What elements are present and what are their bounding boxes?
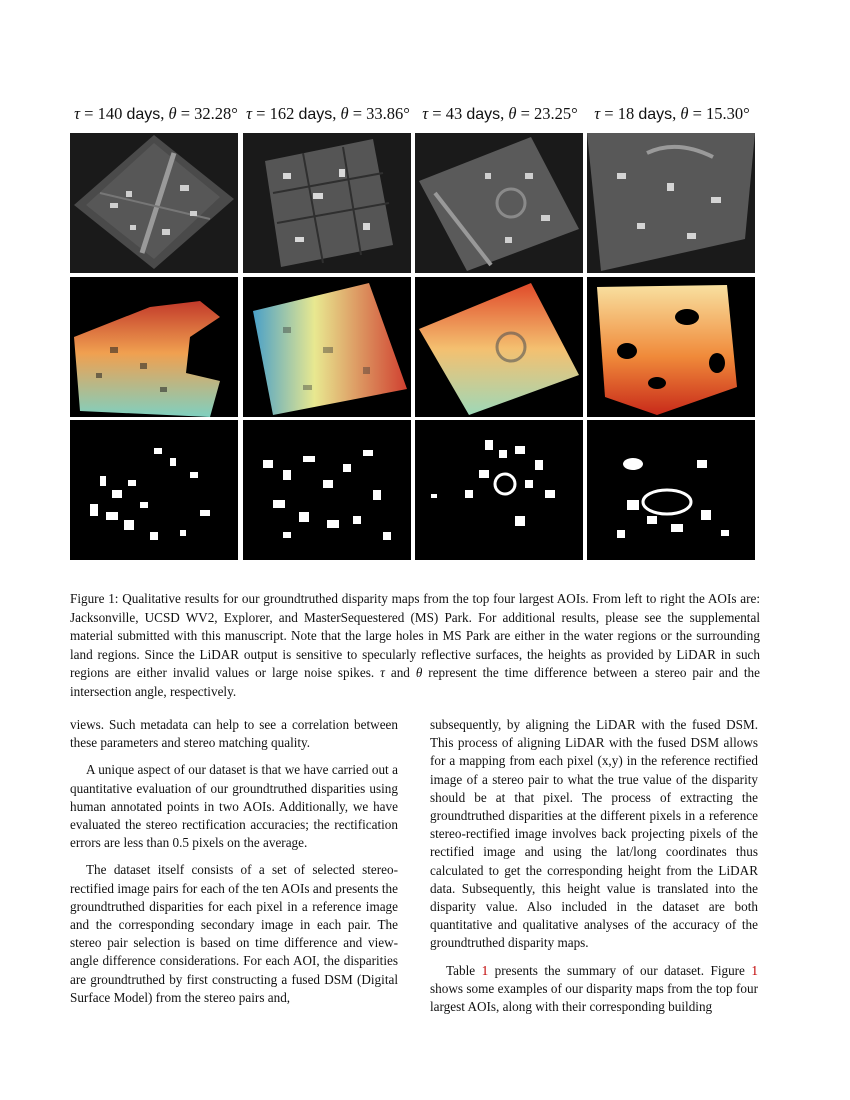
theta-symbol: θ	[680, 104, 689, 123]
tau-value: 18	[617, 104, 635, 123]
caption-tau: τ	[380, 665, 385, 681]
tau-unit: days	[466, 106, 501, 123]
tau-value: 162	[269, 104, 295, 123]
right-paragraph-2-part-b: presents the summary of our dataset. Figure	[488, 962, 752, 978]
column-header-4: τ = 18 days, θ = 15.30°	[594, 104, 750, 123]
theta-value: 15.30°	[706, 104, 750, 123]
theta-value: 33.86°	[366, 104, 410, 123]
figure-ref-link[interactable]: 1	[751, 962, 758, 978]
theta-symbol: θ	[168, 104, 177, 123]
building-mask-ms-park	[587, 420, 755, 560]
right-paragraph-2	[430, 962, 758, 1017]
body-right-column	[430, 716, 758, 1025]
disparity-map-explorer	[415, 277, 583, 417]
body-left-column	[70, 716, 398, 1016]
table-ref-link[interactable]: 1	[481, 962, 489, 978]
caption-text-after: represent the time difference between a stereo pair and the intersection angle, respectively.	[70, 665, 760, 699]
caption-label: Figure 1:	[70, 591, 119, 606]
figure-caption	[70, 590, 760, 702]
right-paragraph-1: subsequently, by aligning the LiDAR with the fused DSM. This process of aligning LiDAR with the fused DSM allows for a mapping from each pixel (x,y) in the reference rectified image of a stereo pair to what the true value of the disparity should be at that pixel. The process of extracting the groundtruthed disparities at the different pixels in a reference stereo-rectified image involves back projecting pixels of the rectified image and using the lat/long coordinates thus calculated to get the corresponding height from the LiDAR data. Subsequently, this height value is translated into the disparity value. Also included in the dataset are both quantitative and qualitative analyses of the accuracy of the groundtruthed disparity maps.	[430, 717, 758, 951]
column-header-2: τ = 162 days, θ = 33.86°	[246, 104, 410, 123]
left-paragraph-1: views. Such metadata can help to see a correlation between these parameters and stereo matching quality.	[70, 717, 398, 751]
column-header-3: τ = 43 days, θ = 23.25°	[422, 104, 578, 123]
tau-unit: days	[298, 106, 333, 123]
theta-symbol: θ	[508, 104, 517, 123]
right-paragraph-2-part-c: shows some examples of our disparity maps from the top four largest AOIs, along with their corresponding building	[430, 980, 758, 1015]
disparity-map-ms-park	[587, 277, 755, 417]
tau-symbol: τ	[74, 104, 80, 123]
building-mask-ucsd-wv2	[243, 420, 411, 560]
right-paragraph-2-part-a: Table	[446, 962, 482, 978]
caption-text-mid: and	[384, 665, 416, 681]
tau-unit: days	[126, 106, 161, 123]
tau-symbol: τ	[422, 104, 429, 123]
tau-value: 140	[97, 104, 123, 123]
disparity-map-jacksonville	[70, 277, 238, 417]
left-paragraph-3: The dataset itself consists of a set of selected stereo-rectified image pairs for each of the ten AOIs and presents the groundtruthed disparities for each pixel in a reference image and the corresponding secondary image in each pair. The stereo pair selection is based on time difference and view-angle difference considerations. For each AOI, the disparities are groundtruthed by first constructing a fused DSM (Digital Surface Model) from the stereo pairs and,	[70, 862, 398, 1005]
caption-theta: θ	[415, 665, 423, 681]
building-mask-jacksonville	[70, 420, 238, 560]
satellite-image-ms-park	[587, 133, 755, 273]
column-header-1: τ = 140 days, θ = 32.28°	[74, 104, 238, 123]
theta-value: 23.25°	[534, 104, 578, 123]
theta-value: 32.28°	[194, 104, 238, 123]
satellite-image-jacksonville	[70, 133, 238, 273]
tau-unit: days	[638, 106, 673, 123]
figure-column-headers	[70, 104, 760, 134]
caption-text-before: Qualitative results for our groundtruthed disparity maps from the top four largest AOIs. From left to right the AOIs are: Jacksonville, UCSD WV2, Explorer, and MasterSequestered (MS) Park. For additional results, please see the supplemental material submitted with this manuscript. Note that the large holes in MS Park are either in the water regions or the surrounding land regions. Since the LiDAR output is sensitive to specularly reflective surfaces, the heights as provided by LiDAR in such regions are either invalid values or large noise spikes.	[70, 591, 760, 681]
disparity-map-ucsd-wv2	[243, 277, 411, 417]
satellite-image-ucsd-wv2	[243, 133, 411, 273]
tau-value: 43	[445, 104, 463, 123]
satellite-image-explorer	[415, 133, 583, 273]
building-mask-explorer	[415, 420, 583, 560]
tau-symbol: τ	[594, 104, 601, 123]
theta-symbol: θ	[340, 104, 349, 123]
left-paragraph-2: A unique aspect of our dataset is that we have carried out a quantitative evaluation of our groundtruthed disparities using human annotated points in two AOIs. Additionally, we have evaluated the stereo rectification accuracies; the rectification errors are less than 0.5 pixels on the average.	[70, 762, 398, 851]
tau-symbol: τ	[246, 104, 252, 123]
